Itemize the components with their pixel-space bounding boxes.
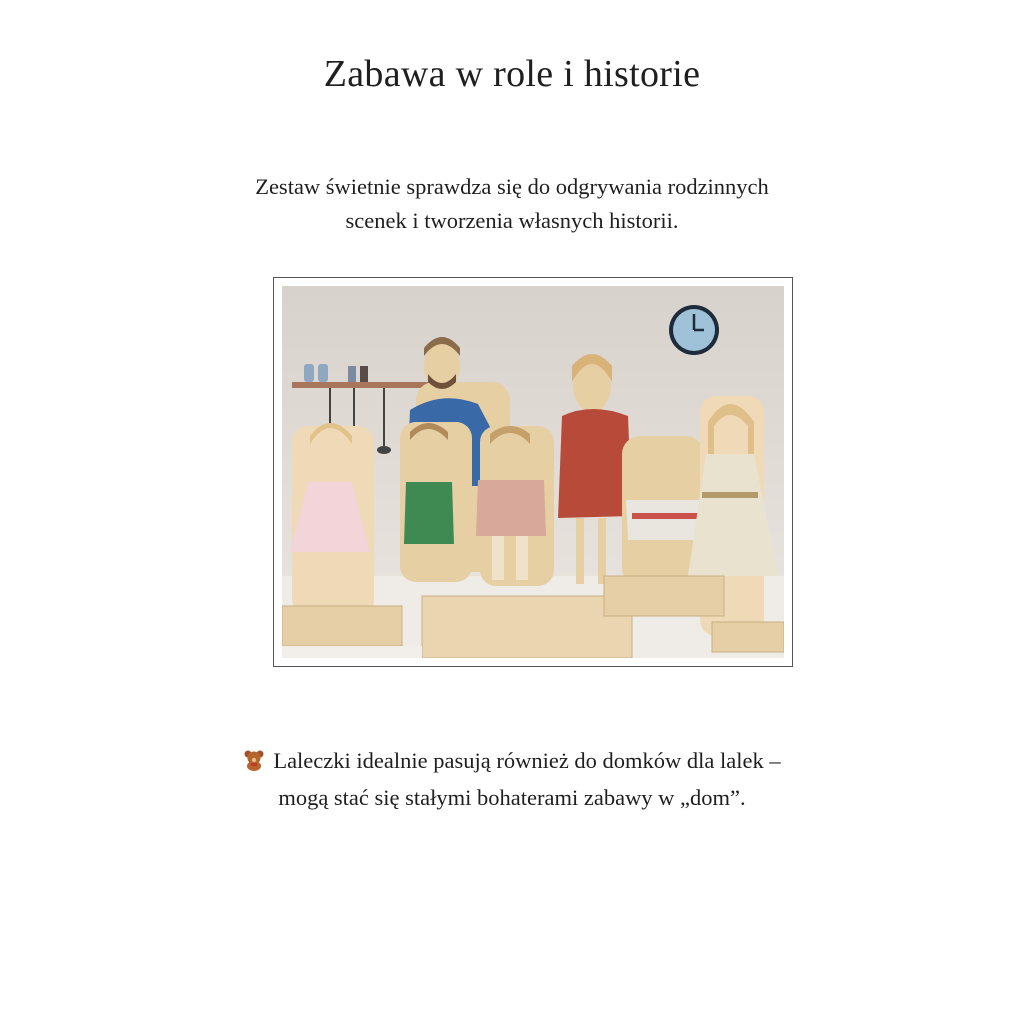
intro-paragraph (150, 170, 874, 238)
note-line: mogą stać się stałymi bohaterami zabawy w „dom”. (278, 785, 746, 810)
shelf (292, 382, 438, 388)
note-text: Laleczki idealnie pasują również do domków dla lalek – (273, 748, 781, 773)
doll-boy-checked (476, 426, 554, 586)
family-dolls-photo (273, 277, 793, 667)
note-line (140, 744, 884, 781)
wooden-block (282, 606, 402, 646)
intro-line: scenek i tworzenia własnych historii. (345, 208, 679, 233)
page-title: Zabawa w role i historie (323, 53, 701, 95)
doll-girl-pink (290, 423, 374, 616)
wooden-block (604, 576, 724, 616)
wooden-block (712, 622, 784, 652)
wooden-block (422, 596, 632, 658)
photo-illustration (282, 286, 784, 658)
teddy-bear-icon (243, 747, 265, 781)
intro-line: Zestaw świetnie sprawdza się do odgrywania rodzinnych (255, 174, 769, 199)
note-paragraph (140, 744, 884, 815)
clock-icon (669, 305, 719, 355)
doll-boy-green (400, 422, 472, 582)
